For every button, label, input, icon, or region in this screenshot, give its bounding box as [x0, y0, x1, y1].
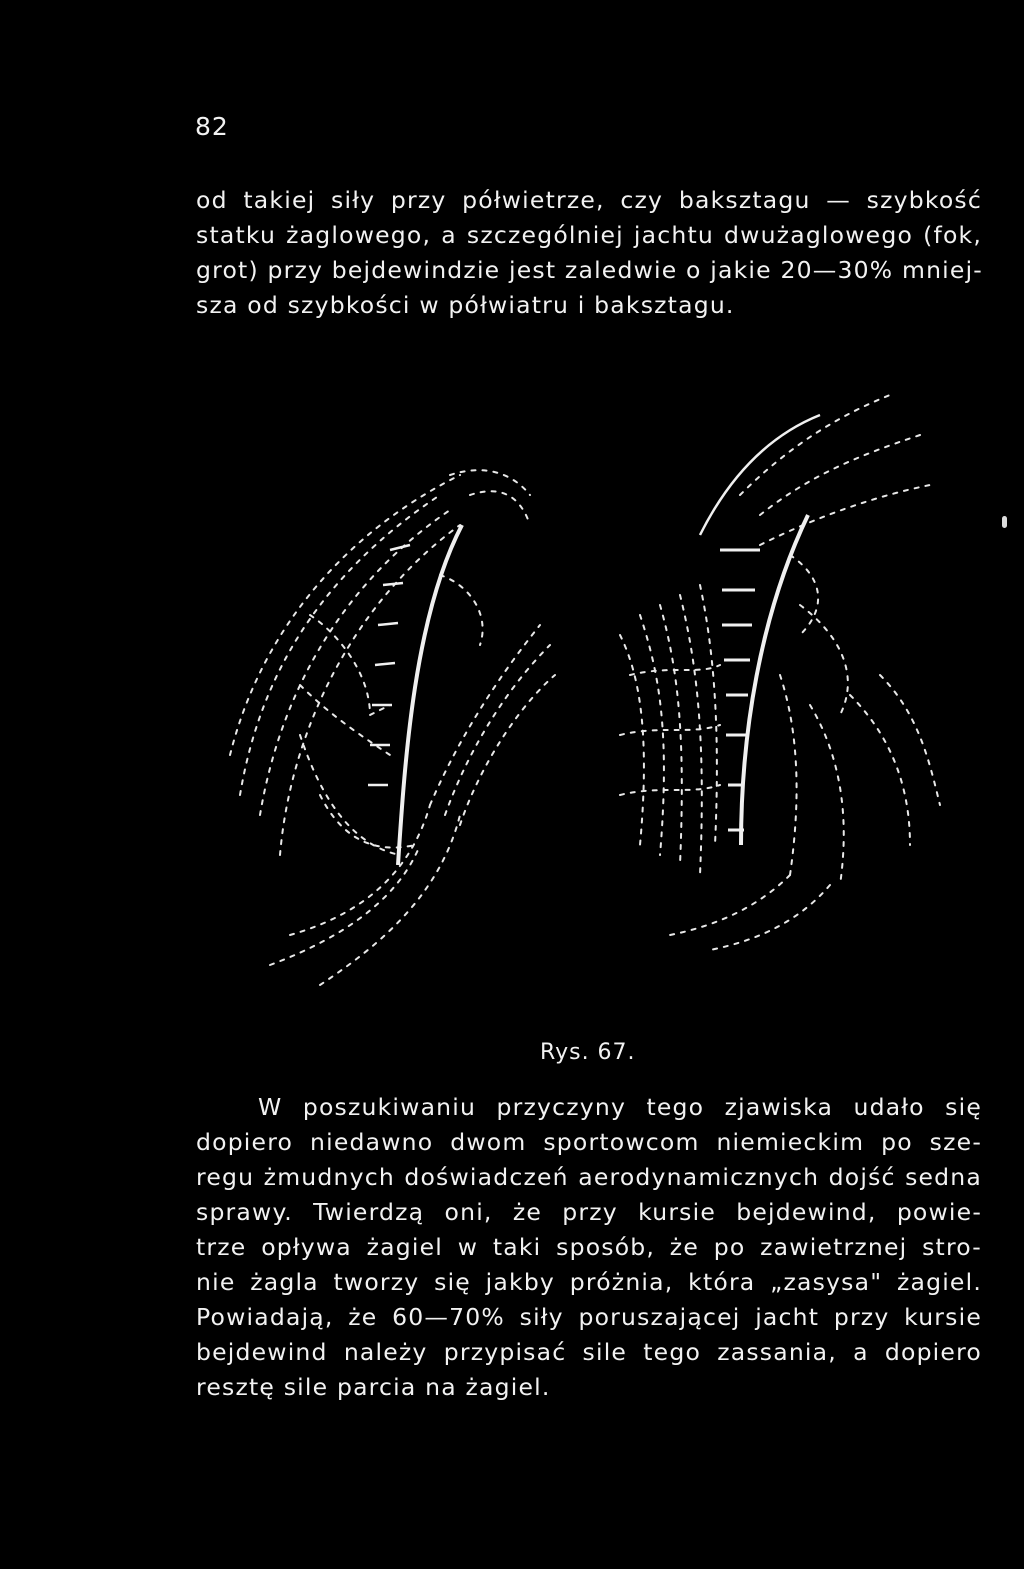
flow-line [470, 491, 530, 525]
text-line: regu żmudnych doświadczeń aerodynamicznych dojść sedna [196, 1163, 982, 1191]
turbulence-line [680, 595, 702, 875]
text-line: od takiej siły przy półwietrze, czy baksztagu — szybkość [196, 186, 982, 214]
text-line: grot) przy bejdewindzie jest zaledwie o jakie 20—30% mniej- [196, 256, 983, 284]
pressure-arrow [383, 583, 403, 585]
paragraph-1 [196, 183, 982, 323]
left-sail-curve [398, 525, 462, 865]
flow-line [450, 470, 530, 495]
text-line: resztę sile parcia na żagiel. [196, 1373, 551, 1401]
flow-line [290, 805, 430, 935]
flow-line [780, 675, 797, 875]
eddy-line [440, 575, 483, 645]
flow-line [790, 555, 818, 635]
flow-line [280, 525, 460, 855]
text-line: nie żagla tworzy się jakby próżnia, która „zasysa" żagiel. [196, 1268, 982, 1296]
flow-line [850, 695, 910, 845]
pressure-arrow [378, 623, 398, 625]
forestay-line [700, 415, 820, 535]
flow-line [880, 675, 940, 805]
eddy-line [300, 735, 400, 855]
airflow-diagram-figure [200, 375, 960, 1015]
flow-line [460, 675, 555, 825]
text-line: sprawy. Twierdzą oni, że przy kursie bejdewind, powie- [196, 1198, 982, 1226]
turbulence-line [620, 635, 644, 845]
text-line: trze opływa żagiel w taki sposób, że po zawietrznej stro- [196, 1233, 982, 1261]
text-line: statku żaglowego, a szczególniej jachtu dwużaglowego (fok, [196, 221, 982, 249]
flow-line [320, 815, 460, 985]
flow-line [670, 875, 790, 935]
pressure-arrow [390, 545, 410, 550]
flow-line [710, 885, 830, 950]
flow-line [760, 485, 930, 545]
scan-edge-mark [1002, 516, 1007, 528]
flow-line [230, 475, 460, 755]
text-line: dopiero niedawno dwom sportowcom niemieckim po sze- [196, 1128, 982, 1156]
figure-caption: Rys. 67. [540, 1040, 636, 1065]
text-line: bejdewind należy przypisać sile tego zassania, a dopiero [196, 1338, 982, 1366]
text-line: Powiadają, że 60—70% siły poruszającej jacht przy kursie [196, 1303, 982, 1331]
paragraph-2 [196, 1090, 982, 1405]
flow-line [740, 395, 890, 495]
flow-line [430, 625, 540, 805]
turbulence-line [620, 785, 720, 795]
flow-line [810, 705, 844, 885]
flow-line [800, 605, 848, 715]
flow-line [445, 645, 550, 815]
pressure-arrow [375, 663, 395, 665]
page-number: 82 [195, 112, 229, 141]
turbulence-line [620, 725, 720, 735]
right-sail-curve [741, 515, 808, 845]
text-line: W poszukiwaniu przyczyny tego zjawiska udało się [258, 1093, 982, 1121]
flow-line [760, 435, 920, 515]
text-line: sza od szybkości w półwiatru i baksztagu. [196, 291, 735, 319]
